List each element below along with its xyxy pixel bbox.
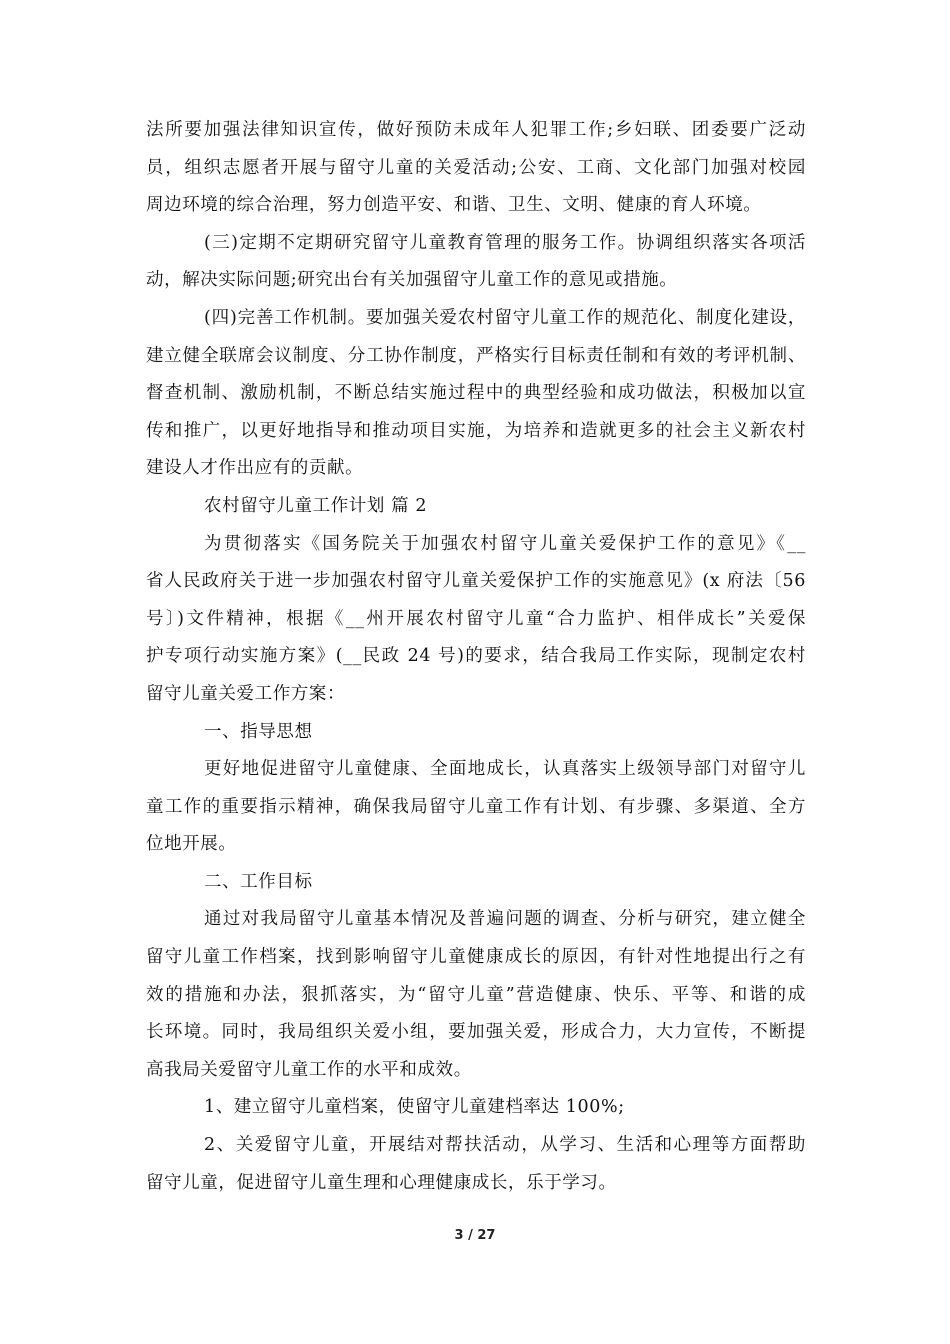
text-line: 通过对我局留守儿童基本情况及普遍问题的调查、分析与研究，建立健全	[204, 909, 806, 930]
text-line: 高我局关爱留守儿童工作的水平和成效。	[146, 1059, 472, 1080]
section-title: 农村留守儿童工作计划 篇 2	[204, 495, 428, 516]
text-line: (四)完善工作机制。要加强关爱农村留守儿童工作的规范化、制度化建设，	[204, 307, 806, 328]
text-line: 为贯彻落实《国务院关于加强农村留守儿童关爱保护工作的意见》《__	[204, 533, 806, 554]
text-line: 周边环境的综合治理，努力创造平安、和谐、卫生、文明、健康的育人环境。	[146, 195, 762, 216]
text-line: 传和推广，以更好地指导和推动项目实施，为培养和造就更多的社会主义新农村	[146, 420, 806, 441]
text-line: 童工作的重要指示精神，确保我局留守儿童工作有计划、有步骤、多渠道、全方	[146, 796, 806, 817]
text-line: 位地开展。	[146, 834, 237, 855]
list-item: 2、关爱留守儿童，开展结对帮扶活动，从学习、生活和心理等方面帮助	[204, 1135, 806, 1156]
text-line: 留守儿童工作档案，找到影响留守儿童健康成长的原因，有针对性地提出行之有	[146, 947, 806, 968]
text-line: 护专项行动实施方案》(__民政 24 号)的要求，结合我局工作实际，现制定农村	[146, 646, 806, 667]
section-heading: 一、指导思想	[204, 721, 313, 742]
text-line: 建立健全联席会议制度、分工协作制度，严格实行目标责任制和有效的考评机制、	[146, 345, 806, 366]
section-heading: 二、工作目标	[204, 871, 313, 892]
text-line: 号〕)文件精神，根据《__州开展农村留守儿童“合力监护、相伴成长”关爱保	[146, 608, 806, 629]
text-line: 效的措施和办法，狠抓落实，为“留守儿童”营造健康、快乐、平等、和谐的成	[146, 984, 806, 1005]
text-line: 督查机制、激励机制，不断总结实施过程中的典型经验和成功做法，积极加以宣	[146, 383, 806, 404]
text-line: 更好地促进留守儿童健康、全面地成长，认真落实上级领导部门对留守儿	[204, 759, 806, 780]
page-number: 3 / 27	[454, 1228, 496, 1243]
text-line: 法所要加强法律知识宣传，做好预防未成年人犯罪工作;乡妇联、团委要广泛动	[146, 120, 806, 140]
text-line: (三)定期不定期研究留守儿童教育管理的服务工作。协调组织落实各项活	[204, 232, 806, 253]
text-line: 省人民政府关于进一步加强农村留守儿童关爱保护工作的实施意见》(x 府法〔56	[146, 571, 806, 592]
text-line: 动，解决实际问题;研究出台有关加强留守儿童工作的意见或措施。	[146, 270, 678, 291]
text-line: 员，组织志愿者开展与留守儿童的关爱活动;公安、工商、文化部门加强对校园	[146, 157, 806, 178]
document-body	[146, 112, 806, 1202]
text-line: 建设人才作出应有的贡献。	[146, 458, 364, 479]
text-line: 长环境。同时，我局组织关爱小组，要加强关爱，形成合力，大力宣传，不断提	[146, 1022, 806, 1043]
list-item: 1、建立留守儿童档案，使留守儿童建档率达 100%;	[204, 1097, 625, 1118]
text-line: 留守儿童，促进留守儿童生理和心理健康成长，乐于学习。	[146, 1172, 617, 1193]
text-line: 留守儿童关爱工作方案：	[146, 683, 346, 704]
